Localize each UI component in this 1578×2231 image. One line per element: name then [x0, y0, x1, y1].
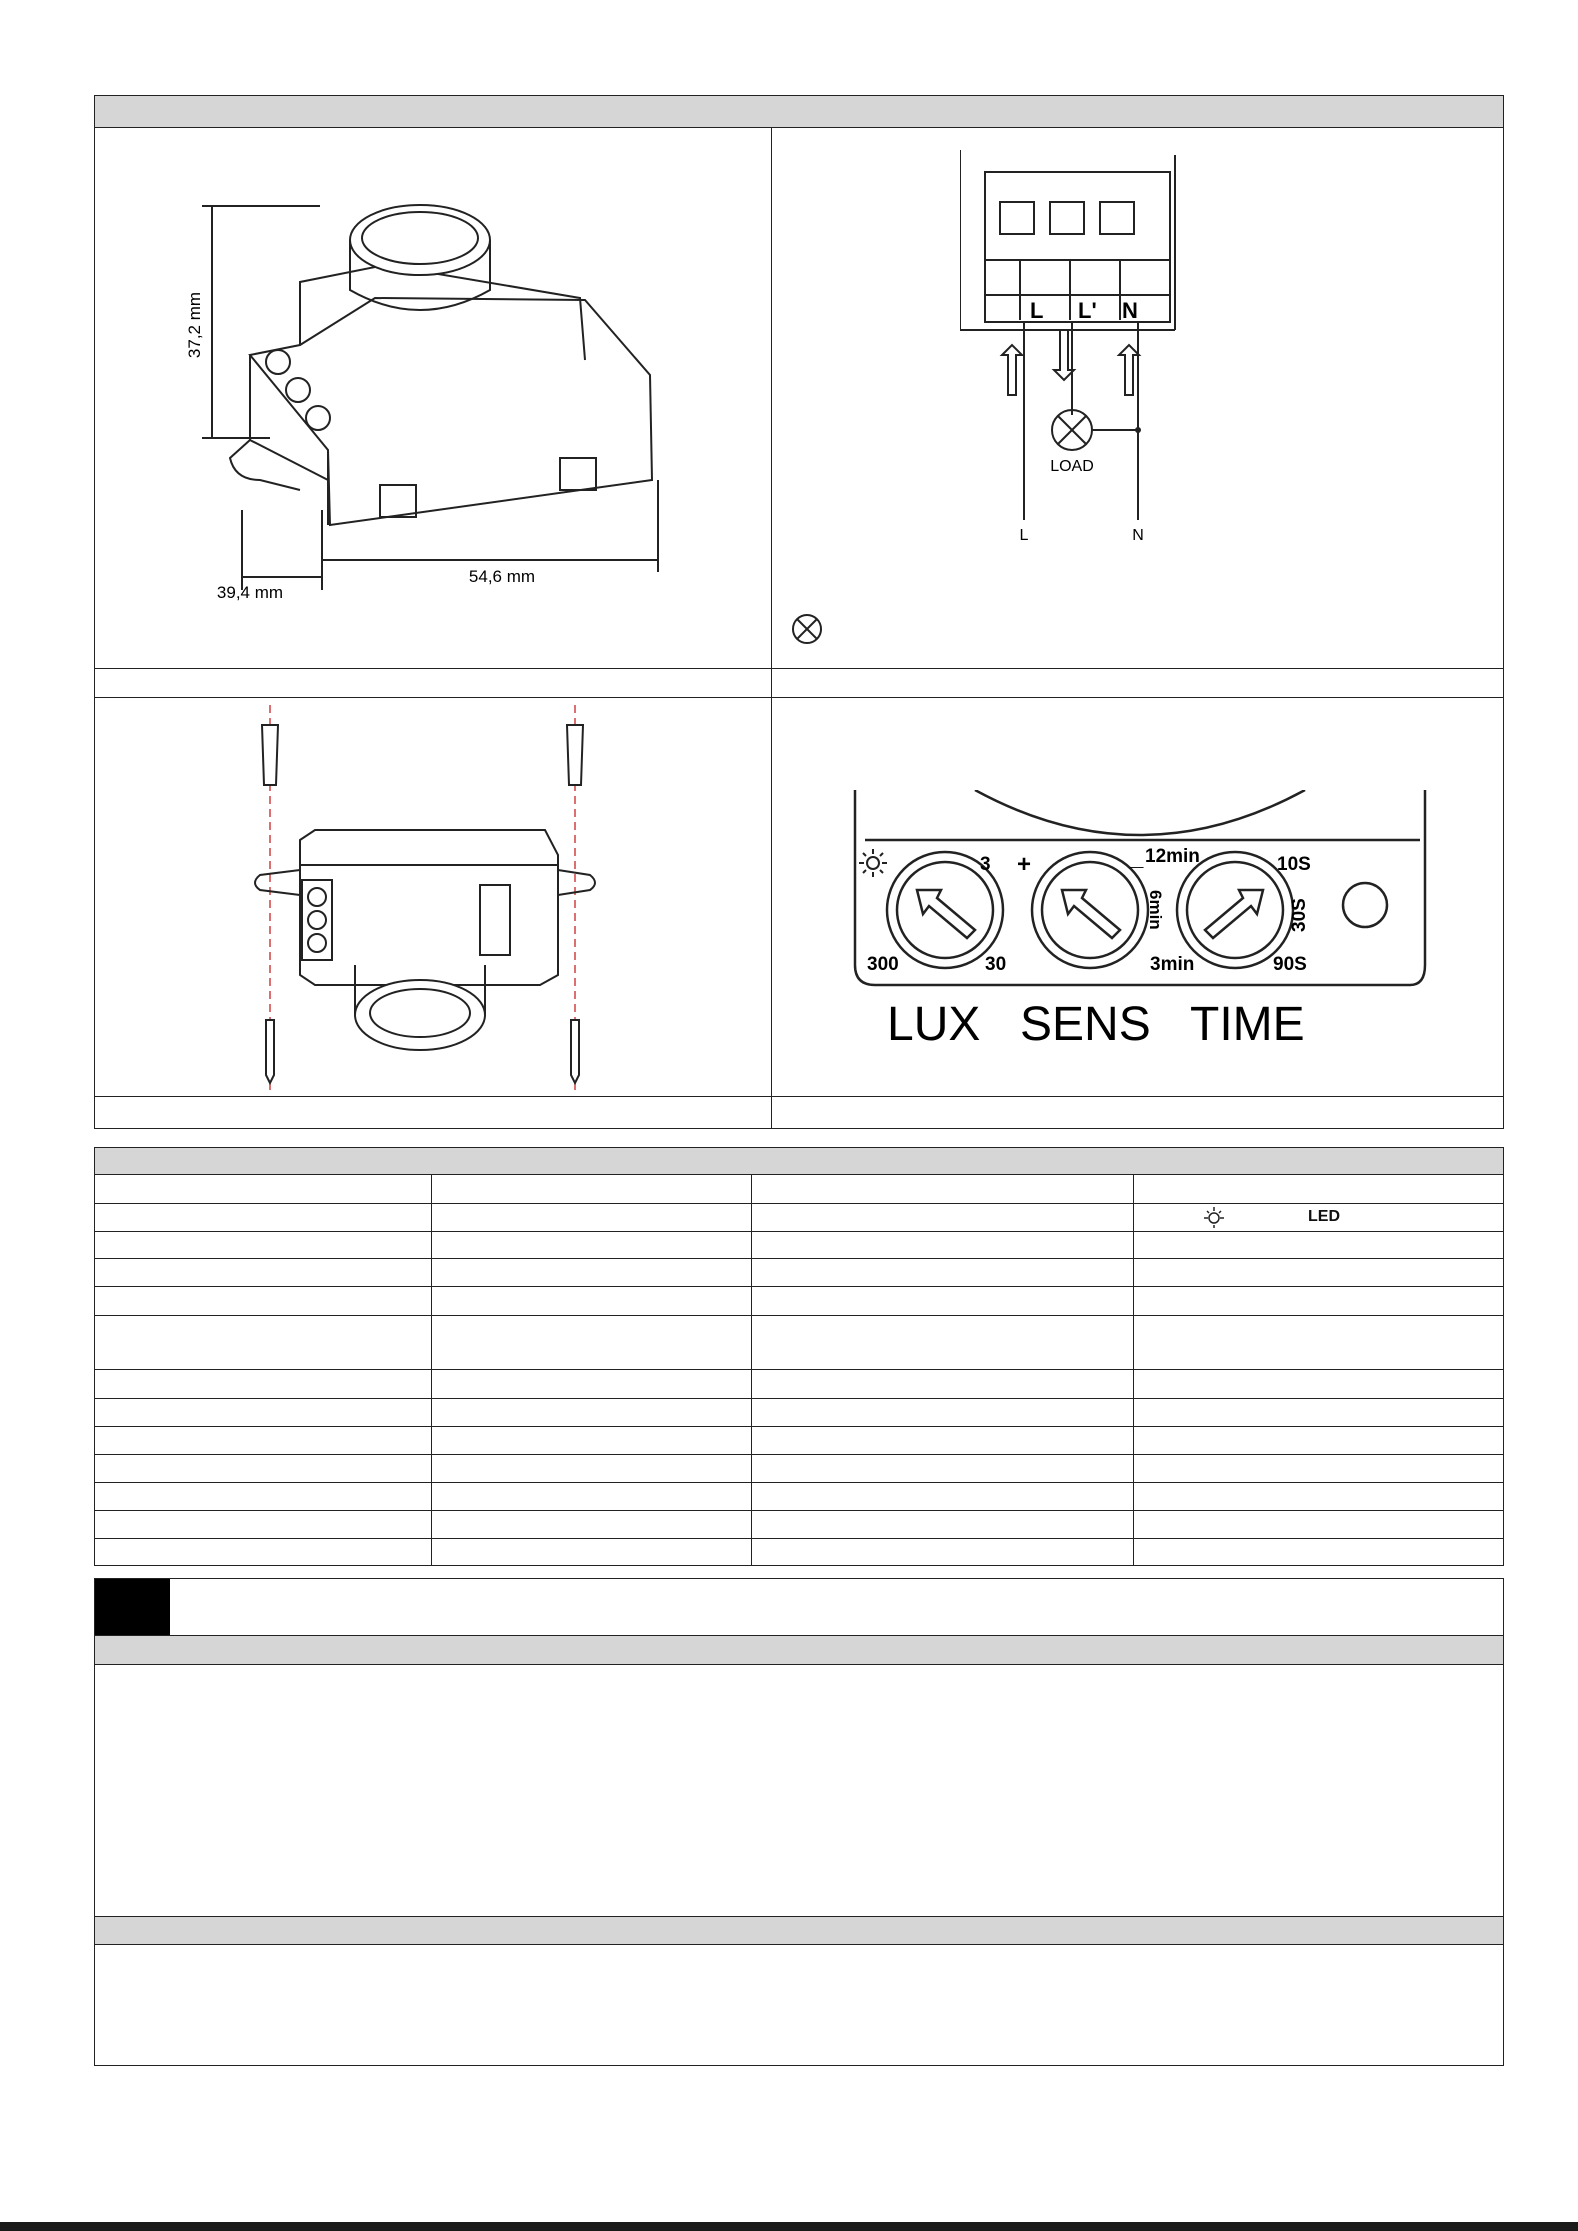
- table-row-line: [95, 1231, 1503, 1232]
- spec-table: [94, 1147, 1504, 1566]
- figure-frame-header: [95, 96, 1503, 128]
- line-label: L: [1019, 527, 1029, 544]
- wiring-diagram: [960, 150, 1190, 560]
- time-10s-label: 10S: [1277, 854, 1311, 875]
- sens-dial-label: SENS: [1020, 998, 1151, 1051]
- time-30s-label: 30S: [1289, 898, 1310, 932]
- terminal-label-l: L: [1030, 298, 1044, 323]
- page-bottom-bar: [0, 2222, 1578, 2231]
- figure-caption-line: [95, 1096, 1503, 1097]
- spec-table-header: [95, 1148, 1503, 1175]
- dimensions-drawing: [150, 180, 710, 620]
- terminal-label-l-prime: L': [1078, 298, 1097, 323]
- lux-min-label: 300: [867, 954, 899, 975]
- table-row-line: [95, 1510, 1503, 1511]
- time-12min-label: 12min: [1145, 846, 1200, 867]
- width-dimension-label: 54,6 mm: [468, 567, 536, 586]
- lux-dial-label: LUX: [887, 998, 981, 1051]
- neutral-label: N: [1132, 527, 1144, 544]
- table-row-line: [95, 1203, 1503, 1204]
- subsection-header: [95, 1636, 1503, 1665]
- time-3min-label: 3min: [1150, 954, 1195, 975]
- figure-caption-line: [95, 697, 1503, 698]
- subsection-header: [95, 1916, 1503, 1945]
- table-col-line: [751, 1175, 752, 1566]
- control-panel-drawing: [845, 790, 1435, 1060]
- lamp-symbol-icon: [790, 612, 824, 646]
- sens-minus-label: _: [1130, 844, 1144, 871]
- height-dimension-label: 37,2 mm: [185, 291, 204, 359]
- figure-caption-line: [95, 668, 1503, 669]
- load-label: LOAD: [1050, 458, 1094, 475]
- depth-dimension-label: 39,4 mm: [216, 583, 284, 602]
- lux-max-label: 3: [980, 854, 991, 875]
- time-6min-label: 6min: [1146, 890, 1165, 930]
- table-row-line: [95, 1482, 1503, 1483]
- table-row-line: [95, 1369, 1503, 1370]
- table-row-line: [95, 1315, 1503, 1316]
- table-row-line: [95, 1286, 1503, 1287]
- table-row-line: [95, 1538, 1503, 1539]
- table-row-line: [95, 1258, 1503, 1259]
- table-col-line: [1133, 1175, 1134, 1566]
- time-dial-label: TIME: [1190, 998, 1305, 1051]
- mounting-drawing: [240, 705, 640, 1095]
- table-row-line: [95, 1398, 1503, 1399]
- led-label: LED: [1308, 1208, 1340, 1225]
- figure-divider-vertical: [771, 128, 772, 1129]
- table-row-line: [95, 1454, 1503, 1455]
- terminal-label-n: N: [1122, 298, 1138, 323]
- sens-plus-label: +: [1017, 851, 1032, 878]
- lux-mid-label: 30: [985, 954, 1007, 975]
- table-col-line: [431, 1175, 432, 1566]
- light-sensor-icon: [1202, 1205, 1226, 1229]
- sun-icon: [858, 848, 888, 878]
- time-90s-label: 90S: [1273, 954, 1307, 975]
- section-number-block: [95, 1579, 170, 1635]
- table-row-line: [95, 1426, 1503, 1427]
